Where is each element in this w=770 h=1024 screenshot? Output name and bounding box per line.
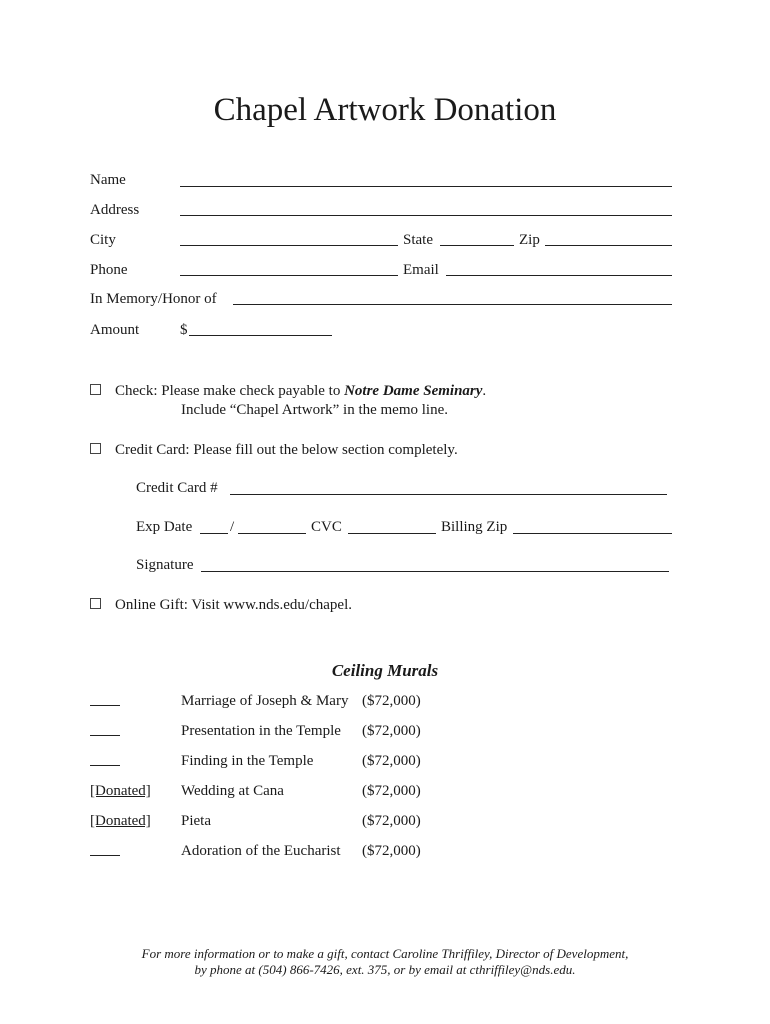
check-option [90, 383, 486, 400]
phone-field[interactable] [180, 275, 398, 276]
mural-price: ($72,000) [362, 783, 421, 799]
mural-select-blank[interactable] [90, 723, 120, 736]
exp-year-field[interactable] [238, 533, 306, 534]
mural-select-blank[interactable] [90, 843, 120, 856]
signature-label: Signature [136, 557, 194, 573]
mural-status: [Donated] [90, 783, 151, 799]
zip-field[interactable] [545, 245, 672, 246]
memory-field[interactable] [233, 304, 672, 305]
email-field[interactable] [446, 275, 672, 276]
footer-line-2: by phone at (504) 866-7426, ext. 375, or by email at cthriffiley@nds.edu. [194, 962, 576, 977]
address-field[interactable] [180, 215, 672, 216]
email-label: Email [403, 262, 439, 278]
footer-line-1: For more information or to make a gift, contact Caroline Thriffiley, Director of Development, [141, 946, 629, 961]
murals-heading: Ceiling Murals [331, 661, 439, 680]
memory-label: In Memory/Honor of [90, 291, 217, 307]
page-title: Chapel Artwork Donation [213, 92, 557, 128]
exp-date-label: Exp Date [136, 519, 193, 535]
state-label: State [403, 232, 433, 248]
credit-text: Credit Card: Please fill out the below section completely. [115, 442, 458, 458]
mural-price: ($72,000) [362, 723, 421, 739]
check-memo: Include “Chapel Artwork” in the memo line. [181, 402, 449, 418]
mural-status[interactable] [90, 753, 120, 771]
city-field[interactable] [180, 245, 398, 246]
mural-name: Marriage of Joseph & Mary [181, 693, 349, 709]
mural-name: Pieta [181, 813, 211, 829]
cvc-label: CVC [311, 519, 342, 535]
mural-select-blank[interactable] [90, 693, 120, 706]
check-period: . [482, 383, 487, 399]
exp-month-field[interactable] [200, 533, 228, 534]
currency-symbol: $ [180, 322, 188, 338]
amount-field[interactable] [189, 335, 332, 336]
card-number-field[interactable] [230, 494, 667, 495]
mural-name: Adoration of the Eucharist [181, 843, 341, 859]
mural-status[interactable] [90, 693, 120, 711]
state-field[interactable] [440, 245, 514, 246]
phone-label: Phone [90, 262, 128, 278]
credit-checkbox[interactable] [90, 443, 101, 454]
mural-name: Finding in the Temple [181, 753, 314, 769]
mural-price: ($72,000) [362, 813, 421, 829]
check-text: Check: Please make check payable to [115, 383, 345, 399]
mural-name: Presentation in the Temple [181, 723, 341, 739]
mural-status[interactable] [90, 723, 120, 741]
name-field[interactable] [180, 186, 672, 187]
check-checkbox[interactable] [90, 384, 101, 395]
cvc-field[interactable] [348, 533, 436, 534]
billing-zip-field[interactable] [513, 533, 672, 534]
address-label: Address [90, 202, 140, 218]
card-number-label: Credit Card # [136, 480, 218, 496]
credit-option [90, 442, 458, 459]
mural-status[interactable] [90, 843, 120, 861]
mural-price: ($72,000) [362, 753, 421, 769]
name-label: Name [90, 172, 126, 188]
zip-label: Zip [519, 232, 540, 248]
online-text: Online Gift: Visit www.nds.edu/chapel. [115, 597, 352, 613]
mural-price: ($72,000) [362, 843, 421, 859]
mural-select-blank[interactable] [90, 753, 120, 766]
amount-label: Amount [90, 322, 140, 338]
mural-status: [Donated] [90, 813, 151, 829]
online-option [90, 597, 352, 614]
signature-field[interactable] [201, 571, 669, 572]
billing-zip-label: Billing Zip [441, 519, 508, 535]
mural-price: ($72,000) [362, 693, 421, 709]
online-checkbox[interactable] [90, 598, 101, 609]
exp-separator: / [230, 519, 235, 535]
mural-name: Wedding at Cana [181, 783, 284, 799]
city-label: City [90, 232, 116, 248]
check-payee: Notre Dame Seminary [344, 383, 483, 399]
